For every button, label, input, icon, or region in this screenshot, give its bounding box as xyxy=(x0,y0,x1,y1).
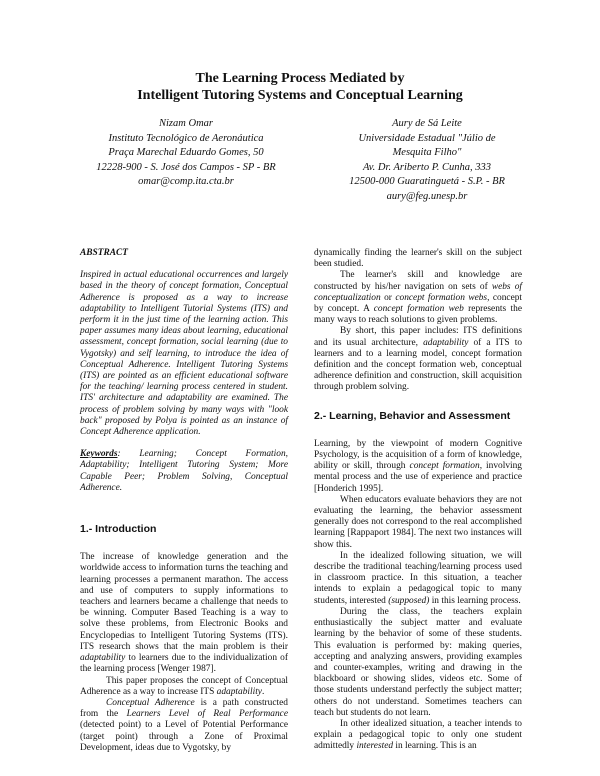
section-2-paragraph-5 xyxy=(314,719,522,753)
intro-paragraph-2 xyxy=(80,676,288,698)
text-run: represents the many ways to reach solutions to given problems. xyxy=(314,304,522,326)
section-2-paragraph-2: When educators evaluate behaviors they are not evaluating the learning, the behavior assessment generally does not correspond to the real accomplished learning [Rappaport 1984]. The next two instances will show this. xyxy=(314,494,522,550)
author-email: aury@feg.unesp.br xyxy=(386,190,468,202)
keywords xyxy=(80,449,288,494)
text-run: of a ITS to learners and to a learning model, concept formation definition and the concept formation web, conceptual adherence definition and construction, skill acquisition through problem solving. xyxy=(314,337,523,393)
text-em: interested xyxy=(356,741,394,752)
author-affiliation: Instituto Tecnológico de Aeronáutica xyxy=(108,132,264,144)
text-run: (detected point) to a Level of Potential Performance (target point) through a Zone of Proximal Development, ideas due to Vygotsky, by xyxy=(80,720,288,753)
title-line-1: The Learning Process Mediated by xyxy=(195,71,405,86)
text-run: , concept by concept. A xyxy=(314,292,523,315)
keywords-label: Keywords xyxy=(80,449,118,460)
text-run: The learner's skill and knowledge are constructed by his/her navigation on sets of xyxy=(314,270,522,292)
text-run: to learners due to the individualization of the learning process [Wenger 1987]. xyxy=(80,653,288,675)
section-2-paragraph-3 xyxy=(314,551,522,607)
author-address-1: Praça Marechal Eduardo Gomes, 50 xyxy=(108,147,264,159)
text-run: . xyxy=(261,686,265,697)
col2-paragraph-2 xyxy=(314,326,522,393)
author-name: Nizam Omar xyxy=(159,118,213,129)
text-run: By short, this paper includes: ITS definitions and its usual architecture, xyxy=(314,326,522,348)
text-run: In the idealized following situation, we will describe the traditional teaching/learning process used in classroom practice. In this situation, a teacher intends to explain a pedagogical topic to many students, interested xyxy=(314,550,522,606)
abstract-text: Inspired in actual educational occurrences and largely based in the theory of concept formation, Conceptual Adherence is proposed as a way to increase adaptability to Intelligent Tutorial Systems (ITS) and perform it in the just time of the learning action. This paper assumes many ideas about learning, educational assessment, concept formation, social learning (due to Vygotsky) and self learning, to introduce the idea of Conceptual Adherence. Intelligent Tutoring Systems (ITS) are pointed as an efficient educational software for the teaching/ learning process centered in student. ITS' architecture and adaptability are examined. The process of problem solving by many ways with "look back" proposed by Polya is pointed as an instance of Concept Adherence application. xyxy=(80,270,288,438)
paper-title xyxy=(0,70,600,104)
author-block-2 xyxy=(302,117,552,205)
text-run: Learning, by the viewpoint of modern Cognitive Psychology, is the acquisition of a form of knowledge, ability or skill, through xyxy=(314,438,522,472)
author-affiliation-2: Mesquita Filho" xyxy=(392,147,462,159)
text-em: (supposed) xyxy=(388,595,430,606)
text-em: concept formation xyxy=(409,461,480,472)
col2-paragraph-0: dynamically finding the learner's skill on the subject been studied. xyxy=(314,248,522,270)
author-email: omar@comp.ita.cta.br xyxy=(138,176,234,188)
text-em: Conceptual Adherence xyxy=(106,697,195,708)
author-address-2: 12228-900 - S. José dos Campos - SP - BR xyxy=(96,161,276,173)
intro-paragraph-1 xyxy=(80,552,288,675)
right-column xyxy=(314,248,522,753)
left-column xyxy=(80,248,288,754)
text-em: Learners Level of Real Performance xyxy=(126,709,289,720)
text-run: , involving mental process and the use of experience and practice [Honderich 1995]. xyxy=(314,461,522,494)
section-2-heading: 2.- Learning, Behavior and Assessment xyxy=(314,409,511,422)
col2-paragraph-1 xyxy=(314,270,522,326)
abstract-heading: ABSTRACT xyxy=(80,248,128,258)
text-run: in this learning process. xyxy=(431,595,521,606)
text-run: The increase of knowledge generation and the worldwide access to information turns the teaching and learning processes a permanent marathon. The access and use of computers to supply informations to teachers and learners became a challenge that needs to be winning. Computer Based Teaching is a way to solve these problems, from Electronic Books and Encyclopedias to Intelligent Tutoring Systems (ITS). ITS research shows that the main problem is their xyxy=(80,552,288,652)
intro-paragraph-3 xyxy=(80,698,288,754)
author-name: Aury de Sá Leite xyxy=(392,118,462,129)
text-em: adaptability xyxy=(80,653,126,664)
title-line-2: Intelligent Tutoring Systems and Conceptual Learning xyxy=(137,88,463,103)
author-address-2: 12500-000 Guaratinguetá - S.P. - BR xyxy=(349,176,505,188)
text-em: concept formation web xyxy=(373,304,464,315)
text-run: This paper proposes the concept of Conceptual Adherence as a way to increase ITS xyxy=(80,675,288,697)
text-em: webs of conceptualization xyxy=(314,281,522,303)
text-run: or xyxy=(384,292,392,303)
author-block-1 xyxy=(61,117,311,190)
author-address-1: Av. Dr. Ariberto P. Cunha, 333 xyxy=(362,161,492,173)
text-em: adaptability xyxy=(423,337,469,348)
text-run: In other idealized situation, a teacher intends to explain a pedagogical topic to only one student admittedly xyxy=(314,718,522,752)
author-affiliation-1: Universidade Estadual "Júlio de xyxy=(358,132,496,144)
section-2-paragraph-4: During the class, the teachers explain enthusiastically the subject matter and evaluate learning by the behavior of some of these students. This evaluation is performed by: making queries, accepting and analyzing answers, providing examples and counter-examples, writing and drawing in the blackboard or showing slides, videos etc. Some of those students understand perfectly the subject matter; others do not understand. Sometimes teachers can teach but students do not learn. xyxy=(314,606,522,718)
text-em: adaptability xyxy=(216,686,262,697)
section-2-paragraph-1 xyxy=(314,439,522,495)
section-1-heading: 1.- Introduction xyxy=(80,523,157,536)
text-run: in learning. This is an xyxy=(395,741,477,752)
text-em: concept formation webs xyxy=(395,292,488,303)
keywords-list: : Learning; Concept Formation, Adaptability; Intelligent Tutoring System; More Capable Peer; Problem Solving, Conceptual Adherence. xyxy=(80,449,288,493)
text-run: is a path constructed from the xyxy=(80,697,288,720)
